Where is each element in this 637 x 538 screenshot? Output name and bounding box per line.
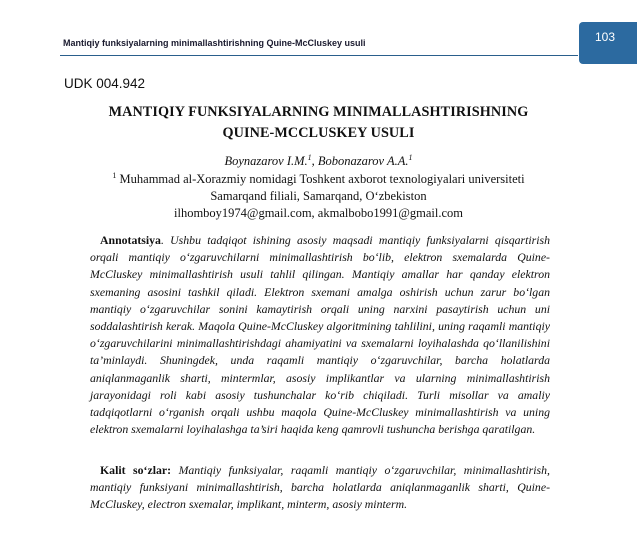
running-title: Mantiqiy funksiyalarning minimallashtirishning Quine-McCluskey usuli	[63, 38, 366, 48]
author-separator: ,	[311, 154, 318, 169]
author-1-affiliation-mark: 1	[307, 153, 312, 162]
paper-title-line-1: MANTIQIY FUNKSIYALARNING MINIMALLASHTIRISHNING	[108, 104, 529, 120]
author-2: Bobonazarov A.A.	[317, 154, 409, 169]
keywords-text: Mantiqiy funksiyalar, raqamli mantiqiy o‘zgaruvchilar, minimallashtirish, mantiqiy funksiyani minimallashtirish, barcha holatlarda aniqlanmaganlik sharti, Quine-McCluskey, electron sxemalar, implikant, minterm, asosiy minterm.	[90, 463, 550, 512]
affiliation-mark: 1	[112, 171, 117, 180]
authors	[20, 153, 617, 169]
affiliation-line-2: Samarqand filiali, Samarqand, O‘zbekiston	[210, 189, 427, 203]
affiliation-text-1: Muhammad al-Xorazmiy nomidagi Toshkent axborot texnologiyalari universiteti	[116, 172, 525, 187]
abstract-label: Annotatsiya	[100, 233, 161, 247]
keywords-label: Kalit so‘zlar:	[100, 463, 172, 477]
keywords	[90, 462, 550, 514]
page-header	[0, 0, 637, 68]
abstract-text: Ushbu tadqiqot ishining asosiy maqsadi mantiqiy funksiyalarni qisqartirish orqali mantiqiy o‘zgaruvchilarni minimallashtirish bo‘lib, elektron sxemalarda Quine-McCluskey minimallashtirish usuli tahlil qilingan. Mantiqiy amallar har qanday elektron sxemaning asosini tashkil qiladi. Elektron sxemani amalga oshirish uchun zarur bo‘lgan mantiqiy o‘zgaruvchilar sonini kamaytirish orqali uning narxini pasaytirish uchun uni soddalashtirish kerak. Maqola Quine-McCluskey algoritmining tahlilini, uning raqamli mantiqiy o‘zgaruvchilarini minimallashtirishdagi ahamiyatini va sxemalarni loyihalashda qo‘llanilishini ta’minlaydi. Shuningdek, unda raqamli mantiqiy o‘zgaruvchilar, barcha holatlarda aniqlanmaganlik sharti, mintermlar, asosiy implikantlar va ularning minimallashtirish jarayonidagi roli kabi asosiy tushunchalar ko‘rib chiqiladi. Turli misollar va amaliy tadqiqotlarni o‘rganish orqali ushbu maqola Quine-McCluskey minimallashtirish va uning elektron sxemalarni loyihalashga ta’siri haqida keng qamrovli tushuncha berishga qaratilgan.	[90, 233, 550, 437]
page-number: 103	[594, 30, 616, 44]
author-1: Boynazarov I.M.	[224, 154, 308, 169]
abstract-label-punct: .	[160, 233, 171, 247]
header-rule	[60, 55, 578, 56]
abstract	[90, 232, 550, 438]
author-2-affiliation-mark: 1	[408, 153, 413, 162]
author-emails: ilhomboy1974@gmail.com, akmalbobo1991@gmail.com	[174, 206, 463, 220]
affiliation-line-1	[20, 171, 617, 187]
paper-title-line-2: QUINE-MCCLUSKEY USULI	[222, 125, 415, 141]
udk-code: UDK 004.942	[64, 76, 146, 91]
page-number-tab	[579, 22, 637, 64]
